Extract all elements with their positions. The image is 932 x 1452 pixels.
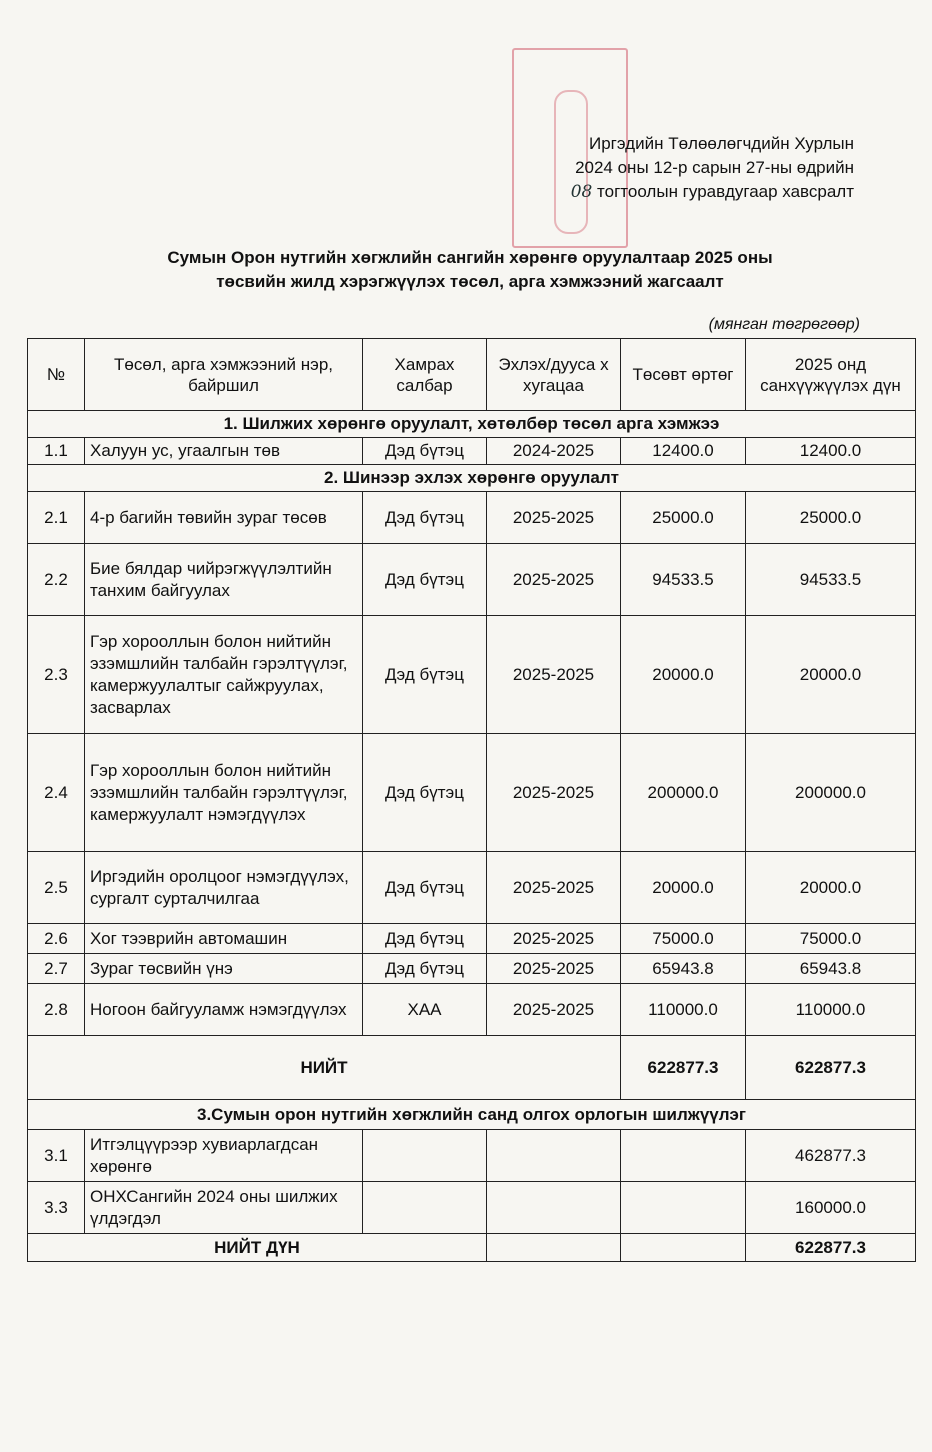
annex-note-line3 [571, 180, 854, 204]
annex-note-line1: Иргэдийн Төлөөлөгчдийн Хурлын [589, 134, 854, 153]
section-title-2: 2. Шинээр эхлэх хөрөнгө оруулалт [28, 465, 916, 492]
row-cost-empty [621, 1182, 746, 1234]
unit-note: (мянган төгрөгөөр) [708, 316, 860, 333]
row-cost: 65943.8 [621, 954, 746, 984]
row-cost: 75000.0 [621, 924, 746, 954]
grand-total-empty [621, 1234, 746, 1262]
row-sector-empty [363, 1182, 487, 1234]
row-cost: 20000.0 [621, 852, 746, 924]
row-period: 2025-2025 [487, 616, 621, 734]
table-row [28, 544, 916, 616]
header-project-name: Төсөл, арга хэмжээний нэр, байршил [85, 339, 363, 411]
grand-total-label: НИЙТ ДҮН [28, 1234, 487, 1262]
row-cost-empty [621, 1130, 746, 1182]
row-amount: 20000.0 [746, 852, 916, 924]
grand-total-empty [487, 1234, 621, 1262]
row-name: Иргэдийн оролцоог нэмэгдүүлэх, сургалт сурталчилгаа [85, 852, 363, 924]
row-cost: 200000.0 [621, 734, 746, 852]
table-row [28, 492, 916, 544]
row-cost: 94533.5 [621, 544, 746, 616]
row-period: 2025-2025 [487, 924, 621, 954]
row-name: Гэр хорооллын болон нийтийн эзэмшлийн талбайн гэрэлтүүлэг, камержуулалт нэмэгдүүлэх [85, 734, 363, 852]
row-name: Ногоон байгууламж нэмэгдүүлэх [85, 984, 363, 1036]
row-period-empty [487, 1130, 621, 1182]
row-sector: Дэд бүтэц [363, 924, 487, 954]
budget-table [27, 338, 916, 1262]
header-number: № [28, 339, 85, 411]
row-number: 3.1 [28, 1130, 85, 1182]
table-row [28, 984, 916, 1036]
row-period: 2025-2025 [487, 852, 621, 924]
row-cost: 25000.0 [621, 492, 746, 544]
row-amount: 200000.0 [746, 734, 916, 852]
row-amount: 25000.0 [746, 492, 916, 544]
table-row [28, 438, 916, 465]
table-header-row [28, 339, 916, 411]
row-name: Зураг төсвийн үнэ [85, 954, 363, 984]
row-cost: 12400.0 [621, 438, 746, 465]
row-number: 2.1 [28, 492, 85, 544]
row-name: 4-р багийн төвийн зураг төсөв [85, 492, 363, 544]
table-row [28, 616, 916, 734]
row-period: 2024-2025 [487, 438, 621, 465]
row-number: 3.3 [28, 1182, 85, 1234]
annex-note-line2: 2024 оны 12-р сарын 27-ны өдрийн [575, 158, 854, 177]
row-amount: 75000.0 [746, 924, 916, 954]
row-sector: Дэд бүтэц [363, 492, 487, 544]
row-number: 2.6 [28, 924, 85, 954]
row-period: 2025-2025 [487, 492, 621, 544]
total-label: НИЙТ [28, 1036, 621, 1100]
row-number: 2.7 [28, 954, 85, 984]
row-amount: 110000.0 [746, 984, 916, 1036]
row-amount: 65943.8 [746, 954, 916, 984]
total-amount: 622877.3 [746, 1036, 916, 1100]
resolution-number: 08 [570, 182, 593, 202]
row-number: 2.5 [28, 852, 85, 924]
row-number: 1.1 [28, 438, 85, 465]
row-cost: 110000.0 [621, 984, 746, 1036]
document-title [60, 246, 880, 294]
row-amount: 12400.0 [746, 438, 916, 465]
row-name: Гэр хорооллын болон нийтийн эзэмшлийн талбайн гэрэлтүүлэг, камержуулалтыг сайжруулах, засварлах [85, 616, 363, 734]
document-title-line2: төсвийн жилд хэрэгжүүлэх төсөл, арга хэмжээний жагсаалт [216, 272, 724, 291]
section-title-1: 1. Шилжих хөрөнгө оруулалт, хөтөлбөр төсөл арга хэмжээ [28, 411, 916, 438]
row-period-empty [487, 1182, 621, 1234]
row-amount: 20000.0 [746, 616, 916, 734]
row-period: 2025-2025 [487, 954, 621, 984]
table-row [28, 734, 916, 852]
row-number: 2.8 [28, 984, 85, 1036]
row-period: 2025-2025 [487, 544, 621, 616]
table-row [28, 852, 916, 924]
row-sector: Дэд бүтэц [363, 616, 487, 734]
row-amount: 462877.3 [746, 1130, 916, 1182]
annex-note [571, 132, 854, 204]
grand-total-amount: 622877.3 [746, 1234, 916, 1262]
header-estimated-cost: Төсөвт өртөг [621, 339, 746, 411]
row-sector: Дэд бүтэц [363, 954, 487, 984]
row-sector: Дэд бүтэц [363, 734, 487, 852]
row-number: 2.3 [28, 616, 85, 734]
row-name: Бие бялдар чийрэгжүүлэлтийн танхим байгуулах [85, 544, 363, 616]
section-title-3: 3.Сумын орон нутгийн хөгжлийн санд олгох орлогын шилжүүлэг [28, 1100, 916, 1130]
document-title-line1: Сумын Орон нутгийн хөгжлийн сангийн хөрөнгө оруулалтаар 2025 оны [167, 248, 773, 267]
header-period: Эхлэх/дууса х хугацаа [487, 339, 621, 411]
grand-total-row [28, 1234, 916, 1262]
row-name: Халуун ус, угаалгын төв [85, 438, 363, 465]
annex-note-line3-text: тогтоолын гуравдугаар хавсралт [592, 182, 854, 201]
row-name: Итгэлцүүрээр хувиарлагдсан хөрөнгө [85, 1130, 363, 1182]
table-row [28, 924, 916, 954]
header-sector: Хамрах салбар [363, 339, 487, 411]
row-sector: Дэд бүтэц [363, 852, 487, 924]
header-funding-2025: 2025 онд санхүүжүүлэх дүн [746, 339, 916, 411]
table-row [28, 1130, 916, 1182]
row-name: Хог тээврийн автомашин [85, 924, 363, 954]
table-row [28, 1182, 916, 1234]
table-row [28, 954, 916, 984]
row-number: 2.2 [28, 544, 85, 616]
total-row [28, 1036, 916, 1100]
row-period: 2025-2025 [487, 734, 621, 852]
row-period: 2025-2025 [487, 984, 621, 1036]
row-amount: 94533.5 [746, 544, 916, 616]
row-amount: 160000.0 [746, 1182, 916, 1234]
row-sector-empty [363, 1130, 487, 1182]
row-name: ОНХСангийн 2024 оны шилжих үлдэгдэл [85, 1182, 363, 1234]
row-sector: Дэд бүтэц [363, 438, 487, 465]
row-sector: ХАА [363, 984, 487, 1036]
row-sector: Дэд бүтэц [363, 544, 487, 616]
row-number: 2.4 [28, 734, 85, 852]
total-cost: 622877.3 [621, 1036, 746, 1100]
row-cost: 20000.0 [621, 616, 746, 734]
